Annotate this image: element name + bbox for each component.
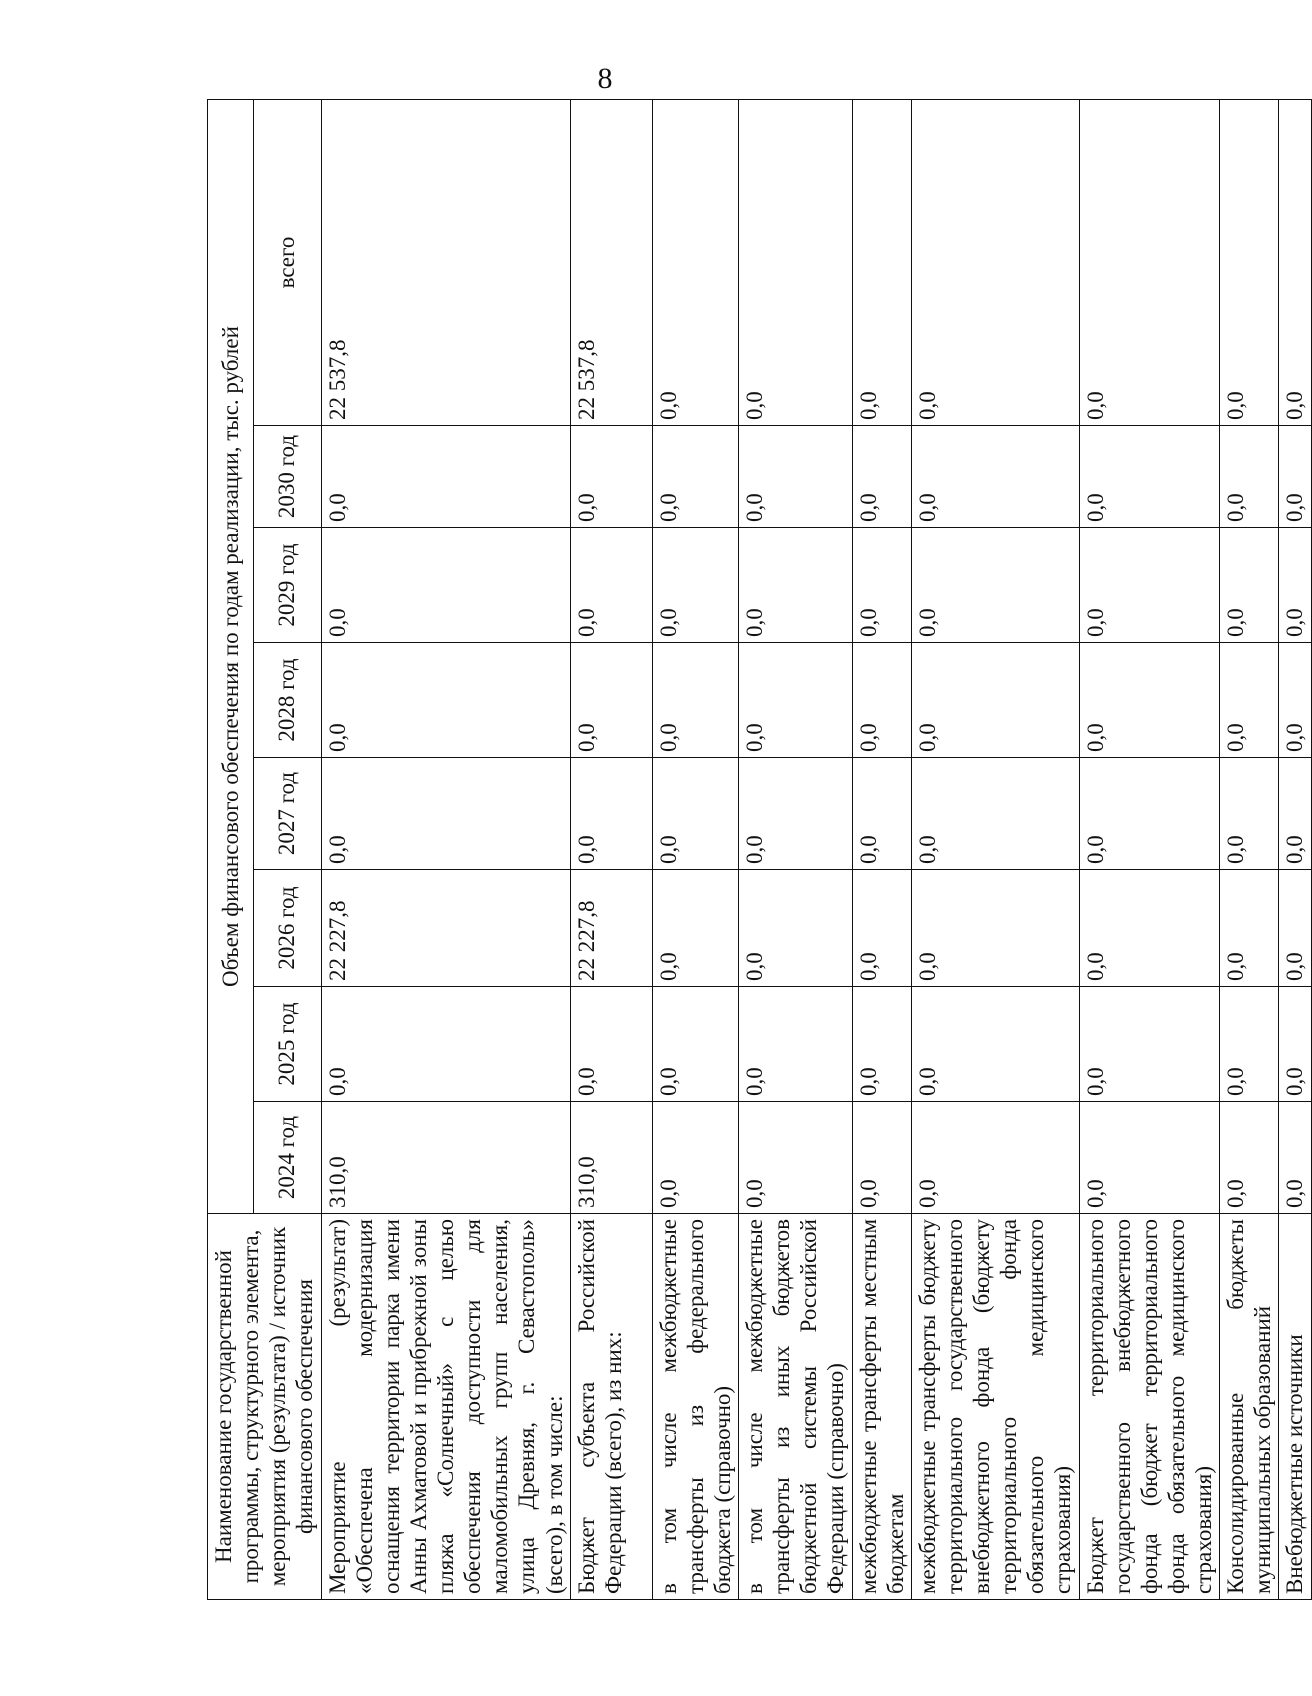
cell-value: 0,0	[652, 426, 738, 528]
cell-value: 0,0	[1279, 643, 1311, 758]
cell-value: 0,0	[852, 758, 911, 870]
cell-value: 0,0	[739, 528, 853, 643]
year-header: 2028 год	[253, 643, 321, 758]
cell-value: 0,0	[739, 758, 853, 870]
cell-value: 0,0	[1079, 100, 1220, 426]
year-header: 2024 год	[253, 1102, 321, 1214]
cell-value: 310,0	[570, 1102, 652, 1214]
table-row	[1279, 100, 1311, 1600]
row-name: в том числе межбюджетные трансферты из иных бюджетов бюджетной системы Российской Федерации (справочно)	[739, 1214, 853, 1600]
cell-value: 0,0	[1220, 426, 1279, 528]
cell-value: 0,0	[1220, 758, 1279, 870]
cell-value: 0,0	[652, 987, 738, 1102]
cell-value: 0,0	[739, 426, 853, 528]
table-row	[1220, 100, 1279, 1600]
page-number: 8	[597, 62, 613, 95]
cell-value: 0,0	[1279, 987, 1311, 1102]
cell-value: 0,0	[911, 643, 1079, 758]
table-row	[1079, 100, 1220, 1600]
name-column-header: Наименование государственной программы, структурного элемента, мероприятия (результата) / источник финансового обеспечения	[208, 1214, 322, 1600]
cell-value: 0,0	[1079, 528, 1220, 643]
cell-value: 0,0	[570, 643, 652, 758]
header-row-1	[208, 100, 254, 1600]
cell-value: 0,0	[652, 1102, 738, 1214]
cell-value: 0,0	[652, 758, 738, 870]
cell-value: 22 537,8	[570, 100, 652, 426]
cell-value: 0,0	[321, 758, 570, 870]
cell-value: 0,0	[1220, 1102, 1279, 1214]
cell-value: 0,0	[570, 987, 652, 1102]
cell-value: 0,0	[852, 1102, 911, 1214]
cell-value: 0,0	[652, 870, 738, 987]
row-name: Мероприятие (результат) «Обеспечена модернизация оснащения территории парка имени Анны Ахматовой и прибрежной зоны пляжа «Солнечный» с целью обеспечения доступности для маломобильных групп населения, улица Древняя, г. Севастополь» (всего), в том числе:	[321, 1214, 570, 1600]
row-name: Внебюджетные источники	[1279, 1214, 1311, 1600]
year-header: 2027 год	[253, 758, 321, 870]
cell-value: 0,0	[570, 758, 652, 870]
year-header: 2026 год	[253, 870, 321, 987]
cell-value: 0,0	[1279, 1102, 1311, 1214]
cell-value: 0,0	[1279, 528, 1311, 643]
cell-value: 0,0	[911, 528, 1079, 643]
cell-value: 22 537,8	[321, 100, 570, 426]
cell-value: 0,0	[739, 987, 853, 1102]
cell-value: 0,0	[852, 987, 911, 1102]
cell-value: 0,0	[321, 643, 570, 758]
table-row	[652, 100, 738, 1600]
cell-value: 0,0	[321, 987, 570, 1102]
total-header: всего	[253, 100, 321, 426]
cell-value: 0,0	[1079, 426, 1220, 528]
financing-table	[207, 99, 1312, 1600]
table-row	[570, 100, 652, 1600]
cell-value: 0,0	[911, 1102, 1079, 1214]
cell-value: 0,0	[852, 870, 911, 987]
cell-value: 0,0	[739, 643, 853, 758]
volume-header: Объем финансового обеспечения по годам реализации, тыс. рублей	[208, 100, 254, 1214]
year-header: 2029 год	[253, 528, 321, 643]
row-name: Бюджет субъекта Российской Федерации (всего), из них:	[570, 1214, 652, 1600]
table-row	[321, 100, 570, 1600]
table-row	[911, 100, 1079, 1600]
cell-value: 0,0	[652, 643, 738, 758]
cell-value: 0,0	[911, 100, 1079, 426]
cell-value: 0,0	[1079, 870, 1220, 987]
cell-value: 0,0	[1079, 643, 1220, 758]
cell-value: 0,0	[739, 1102, 853, 1214]
cell-value: 310,0	[321, 1102, 570, 1214]
cell-value: 0,0	[852, 100, 911, 426]
cell-value: 0,0	[652, 528, 738, 643]
cell-value: 0,0	[1079, 987, 1220, 1102]
row-name: в том числе межбюджетные трансферты из федерального бюджета (справочно)	[652, 1214, 738, 1600]
table-row	[739, 100, 853, 1600]
cell-value: 0,0	[1079, 1102, 1220, 1214]
row-name: Консолидированные бюджеты муниципальных образований	[1220, 1214, 1279, 1600]
cell-value: 0,0	[911, 758, 1079, 870]
cell-value: 0,0	[739, 870, 853, 987]
cell-value: 0,0	[1220, 528, 1279, 643]
rotated-table-frame	[207, 100, 1308, 1600]
cell-value: 0,0	[911, 987, 1079, 1102]
cell-value: 0,0	[1220, 100, 1279, 426]
year-header: 2030 год	[253, 426, 321, 528]
cell-value: 0,0	[570, 528, 652, 643]
row-name: межбюджетные трансферты бюджету территориального государственного внебюджетного фонда (бюджету территориального фонда обязательного медицинского страхования)	[911, 1214, 1079, 1600]
cell-value: 0,0	[1279, 870, 1311, 987]
cell-value: 0,0	[1220, 987, 1279, 1102]
cell-value: 0,0	[570, 426, 652, 528]
cell-value: 0,0	[652, 100, 738, 426]
row-name: Бюджет территориального государственного внебюджетного фонда (бюджет территориального фонда обязательного медицинского страхования)	[1079, 1214, 1220, 1600]
cell-value: 0,0	[852, 528, 911, 643]
cell-value: 0,0	[1279, 426, 1311, 528]
cell-value: 0,0	[1079, 758, 1220, 870]
cell-value: 0,0	[1220, 643, 1279, 758]
row-name: межбюджетные трансферты местным бюджетам	[852, 1214, 911, 1600]
cell-value: 22 227,8	[570, 870, 652, 987]
cell-value: 0,0	[1220, 870, 1279, 987]
cell-value: 0,0	[911, 426, 1079, 528]
cell-value: 0,0	[1279, 100, 1311, 426]
cell-value: 0,0	[321, 426, 570, 528]
cell-value: 0,0	[852, 426, 911, 528]
cell-value: 0,0	[1279, 758, 1311, 870]
cell-value: 0,0	[852, 643, 911, 758]
cell-value: 0,0	[321, 528, 570, 643]
cell-value: 22 227,8	[321, 870, 570, 987]
cell-value: 0,0	[911, 870, 1079, 987]
table-row	[852, 100, 911, 1600]
cell-value: 0,0	[739, 100, 853, 426]
year-header: 2025 год	[253, 987, 321, 1102]
